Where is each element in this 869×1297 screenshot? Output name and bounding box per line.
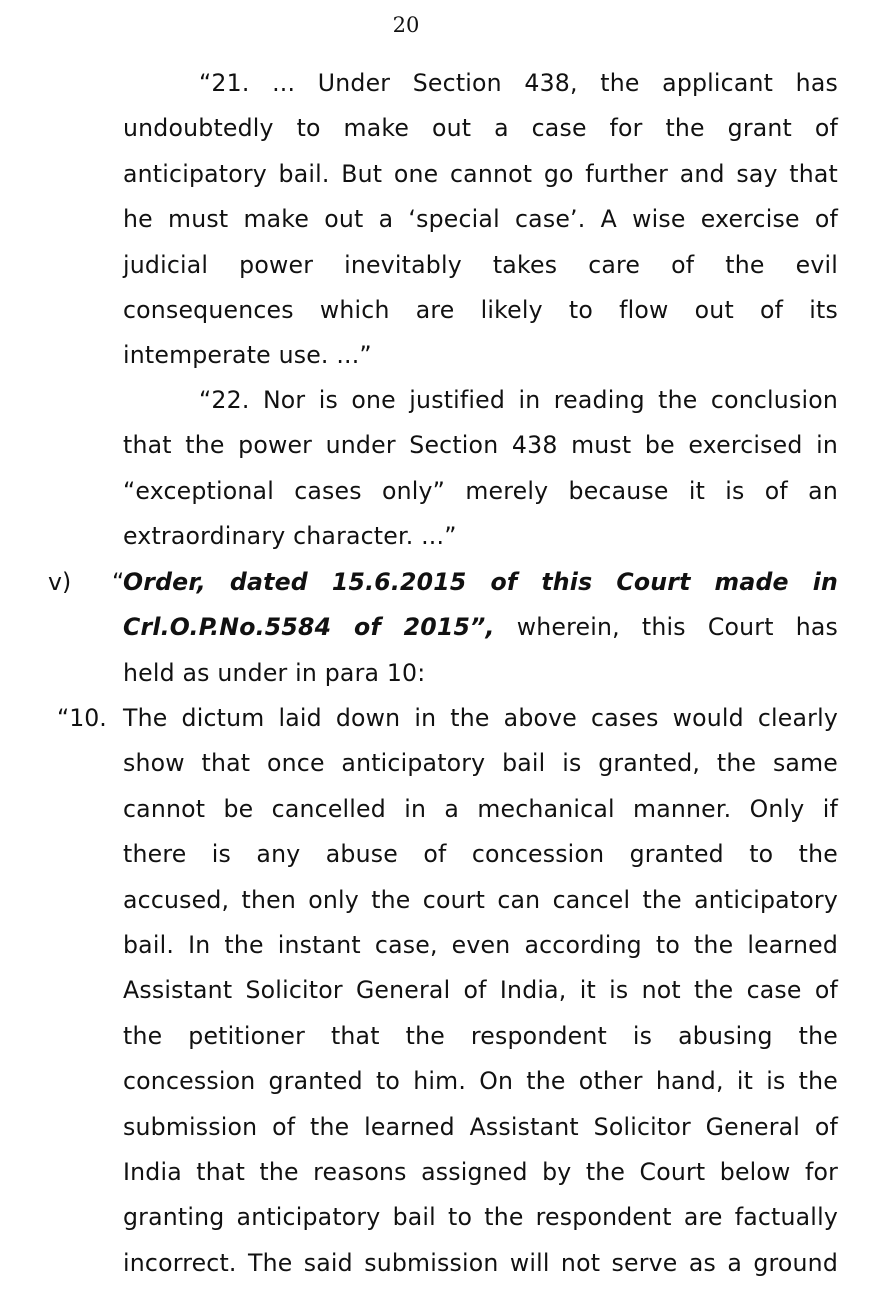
- text-line: bail. In the instant case, even according to the learned: [123, 931, 838, 960]
- open-quote: “: [112, 568, 125, 596]
- text-line: the petitioner that the respondent is abusing the: [123, 1021, 838, 1050]
- text-line: incorrect. The said submission will not serve as a ground: [123, 1248, 838, 1277]
- text-line: [123, 605, 838, 650]
- text-line: submission of the learned Assistant Solicitor General of: [123, 1112, 838, 1141]
- text-line: there is any abuse of concession granted to the: [123, 840, 838, 869]
- quote-paragraph-10: [123, 696, 838, 1286]
- paragraph-marker-10: “10.: [57, 704, 107, 732]
- page-number: 20: [392, 13, 420, 37]
- text-line: granting anticipatory bail to the respondent are factually: [123, 1203, 838, 1232]
- case-citation: Crl.O.P.No.5584 of 2015”,: [123, 613, 495, 642]
- text-fragment: wherein, this Court has: [494, 613, 839, 642]
- text-line: judicial power inevitably takes care of the evil: [123, 250, 838, 279]
- text-line: anticipatory bail. But one cannot go further and say that: [123, 159, 838, 188]
- order-citation-line: Order, dated 15.6.2015 of this Court made in: [123, 568, 838, 596]
- text-line: cannot be cancelled in a mechanical manner. Only if: [123, 794, 838, 823]
- text-line: concession granted to him. On the other hand, it is the: [123, 1067, 838, 1096]
- text-line: he must make out a ‘special case’. A wise exercise of: [123, 205, 838, 234]
- text-line: “exceptional cases only” merely because it is of an: [123, 476, 838, 505]
- text-line: held as under in para 10:: [123, 658, 426, 687]
- text-line: consequences which are likely to flow out of its: [123, 296, 838, 325]
- text-line: India that the reasons assigned by the Court below for: [123, 1158, 838, 1187]
- quote-paragraph-22: [123, 378, 838, 560]
- text-line: undoubtedly to make out a case for the grant of: [123, 114, 838, 143]
- text-line: “22. Nor is one justified in reading the conclusion: [199, 386, 838, 414]
- text-line: The dictum laid down in the above cases would clearly: [123, 704, 838, 732]
- text-line: that the power under Section 438 must be exercised in: [123, 431, 838, 460]
- list-item-v: [123, 560, 838, 696]
- text-line: show that once anticipatory bail is granted, the same: [123, 749, 838, 778]
- quote-paragraph-21: [123, 61, 838, 379]
- text-line: Assistant Solicitor General of India, it is not the case of: [123, 976, 838, 1005]
- text-line: extraordinary character. ...”: [123, 522, 457, 551]
- text-line: accused, then only the court can cancel the anticipatory: [123, 885, 838, 914]
- text-line: intemperate use. ...”: [123, 341, 372, 370]
- list-marker-v: v): [48, 568, 72, 596]
- text-line: “21. ... Under Section 438, the applicant has: [199, 69, 838, 97]
